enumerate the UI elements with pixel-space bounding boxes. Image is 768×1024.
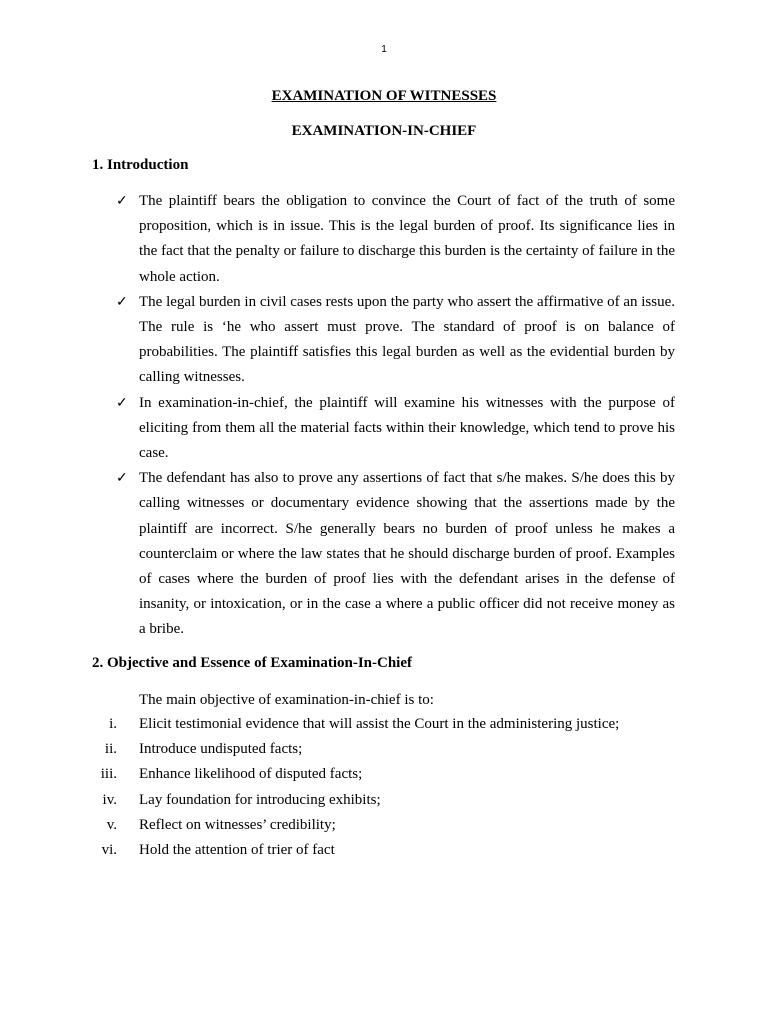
check-mark-icon: ✓: [116, 294, 128, 310]
objective-item: [80, 712, 680, 737]
document-title: EXAMINATION OF WITNESSES: [271, 88, 497, 104]
objective-item: [80, 737, 680, 762]
objective-number: iv.: [102, 791, 117, 808]
objective-text: Introduce undisputed facts;: [139, 741, 303, 758]
objective-text: Enhance likelihood of disputed facts;: [139, 766, 363, 783]
objective-item: [80, 788, 680, 813]
bullet-item: [116, 466, 675, 642]
bullet-item: [116, 290, 675, 391]
check-mark-icon: ✓: [116, 395, 128, 411]
objective-item: [80, 813, 680, 838]
objective-intro-text: The main objective of examination-in-chief is to:: [139, 692, 434, 708]
bullet-item: [116, 189, 675, 290]
objective-item: [80, 838, 680, 863]
section-heading-objective: 2. Objective and Essence of Examination-In-Chief: [92, 655, 412, 671]
objective-list: [80, 712, 680, 863]
objective-text: Lay foundation for introducing exhibits;: [139, 791, 381, 808]
bullet-text: The plaintiff bears the obligation to convince the Court of fact of the truth of some proposition, which is in issue. This is the legal burden of proof. Its significance lies in the fact that the penalty or failure to discharge this burden is the certainty of failure in the whole action.: [139, 193, 675, 285]
document-subtitle: EXAMINATION-IN-CHIEF: [291, 123, 477, 139]
bullet-item: [116, 391, 675, 467]
objective-text: Hold the attention of trier of fact: [139, 841, 335, 858]
objective-text: Elicit testimonial evidence that will assist the Court in the administering justice;: [139, 716, 620, 732]
objective-text: Reflect on witnesses’ credibility;: [139, 816, 336, 833]
bullet-text: In examination-in-chief, the plaintiff will examine his witnesses with the purpose of eliciting from them all the material facts within their knowledge, which tend to prove his case.: [139, 394, 675, 462]
introduction-bullet-list: [116, 189, 675, 643]
check-mark-icon: ✓: [116, 471, 128, 487]
objective-number: i.: [109, 716, 117, 732]
check-mark-icon: ✓: [116, 194, 128, 209]
bullet-text: The legal burden in civil cases rests upon the party who assert the affirmative of an issue. The rule is ‘he who assert must prove. The standard of proof is on balance of probabilities. The plaintiff satisfies this legal burden as well as the evidential burden by calling witnesses.: [139, 293, 675, 386]
section-heading-introduction: 1. Introduction: [92, 157, 189, 173]
objective-number: vi.: [101, 841, 117, 858]
objective-number: ii.: [104, 741, 117, 758]
objective-number: v.: [106, 816, 117, 833]
objective-item: [80, 762, 680, 787]
objective-number: iii.: [100, 766, 117, 783]
page-number: 1: [381, 44, 387, 55]
bullet-text: The defendant has also to prove any assertions of fact that s/he makes. S/he does this by calling witnesses or documentary evidence showing that the assertions made by the plaintiff are incorrect. S/he generally bears no burden of proof unless he makes a counterclaim or where the law states that he should discharge burden of proof. Examples of cases where the burden of proof lies with the defendant arises in the defense of insanity, or intoxication, or in the case a where a public officer did not receive money as a bribe.: [139, 470, 675, 638]
